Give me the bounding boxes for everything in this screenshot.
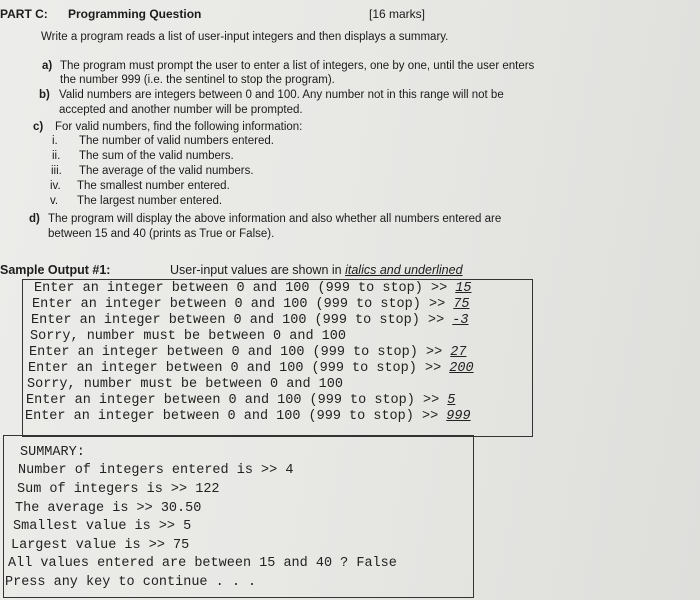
- summary-sum-value: 122: [195, 482, 220, 497]
- req-d-marker: d): [29, 213, 40, 225]
- console-line: [32, 297, 469, 312]
- req-c-item-text: The sum of the valid numbers.: [79, 150, 234, 162]
- req-c-item-text: The smallest number entered.: [77, 180, 230, 192]
- console-prompt: Enter an integer between 0 and 100 (999 to stop) >>: [29, 345, 451, 360]
- user-input-value: -3: [452, 313, 469, 328]
- req-b-marker: b): [39, 89, 50, 101]
- part-label: PART C:: [0, 7, 48, 21]
- req-c-item-text: The average of the valid numbers.: [79, 165, 254, 177]
- summary-min-label: Smallest value is >>: [13, 519, 184, 534]
- continue-prompt: Press any key to continue . . .: [5, 575, 257, 590]
- summary-avg-label: The average is >>: [15, 501, 161, 516]
- user-input-value: 200: [449, 361, 474, 376]
- req-c-item-text: The number of valid numbers entered.: [79, 135, 274, 147]
- user-input-value: 15: [455, 281, 472, 296]
- console-prompt: Enter an integer between 0 and 100 (999 to stop) >>: [32, 297, 454, 312]
- console-prompt: Enter an integer between 0 and 100 (999 to stop) >>: [28, 361, 450, 376]
- summary-min-value: 5: [183, 519, 192, 534]
- summary-count-value: 4: [285, 463, 294, 478]
- req-b-line1: Valid numbers are integers between 0 and 100. Any number not in this range will not be: [59, 89, 504, 101]
- console-prompt: Enter an integer between 0 and 100 (999 to stop) >>: [26, 393, 448, 408]
- console-error-line: Sorry, number must be between 0 and 100: [30, 329, 346, 344]
- console-prompt: Enter an integer between 0 and 100 (999 to stop) >>: [25, 409, 447, 424]
- sample-title: Sample Output #1:: [0, 263, 111, 277]
- req-b-line2: accepted and another number will be prompted.: [59, 104, 303, 116]
- summary-max-value: 75: [173, 538, 190, 553]
- summary-sum-line: [17, 482, 220, 497]
- req-a-line2: the number 999 (i.e. the sentinel to stop the program).: [60, 74, 335, 86]
- req-a-marker: a): [42, 60, 53, 72]
- sample-note-prefix: User-input values are shown in: [170, 263, 346, 277]
- console-prompt: Enter an integer between 0 and 100 (999 to stop) >>: [31, 313, 453, 328]
- user-input-value: 999: [446, 409, 471, 424]
- summary-avg-value: 30.50: [160, 501, 202, 516]
- summary-max-label: Largest value is >>: [11, 538, 174, 553]
- console-line: [25, 409, 471, 424]
- req-c-item-num: iii.: [51, 165, 62, 177]
- req-c-item-text: The largest number entered.: [77, 195, 223, 207]
- part-title: Programming Question: [68, 7, 202, 21]
- console-line: [29, 345, 466, 360]
- summary-heading: SUMMARY:: [20, 445, 85, 460]
- user-input-value: 27: [450, 345, 467, 360]
- user-input-value: 5: [447, 393, 456, 408]
- console-line: [26, 393, 455, 408]
- console-line: [34, 281, 471, 296]
- summary-count-label: Number of integers entered is >>: [18, 463, 286, 478]
- marks: [16 marks]: [369, 7, 426, 21]
- summary-sum-label: Sum of integers is >>: [17, 482, 196, 497]
- sample-note: [170, 263, 463, 277]
- intro-text: Write a program reads a list of user-input integers and then displays a summary.: [41, 31, 449, 43]
- req-c-item-num: iv.: [50, 180, 61, 192]
- console-error-line: Sorry, number must be between 0 and 100: [27, 377, 343, 392]
- console-prompt: Enter an integer between 0 and 100 (999 to stop) >>: [34, 281, 456, 296]
- console-line: [31, 313, 468, 328]
- req-d-line2: between 15 and 40 (prints as True or False).: [48, 228, 275, 240]
- console-line: [28, 361, 474, 376]
- summary-max-line: [11, 538, 189, 553]
- req-c-item-num: v.: [50, 195, 59, 207]
- req-c-item-num: ii.: [52, 150, 61, 162]
- req-c-line1: For valid numbers, find the following information:: [55, 121, 303, 133]
- summary-range-line: All values entered are between 15 and 40 ? False: [8, 556, 397, 571]
- summary-count-line: [18, 463, 293, 478]
- sample-note-emphasis: italics and underlined: [345, 263, 463, 277]
- req-d-line1: The program will display the above information and also whether all numbers entered are: [48, 213, 502, 225]
- req-c-item-num: i.: [52, 135, 58, 147]
- summary-min-line: [13, 519, 191, 534]
- req-a-line1: The program must prompt the user to enter a list of integers, one by one, until the user enters: [60, 60, 535, 72]
- summary-avg-line: [15, 501, 201, 516]
- user-input-value: 75: [453, 297, 470, 312]
- req-c-marker: c): [33, 121, 44, 133]
